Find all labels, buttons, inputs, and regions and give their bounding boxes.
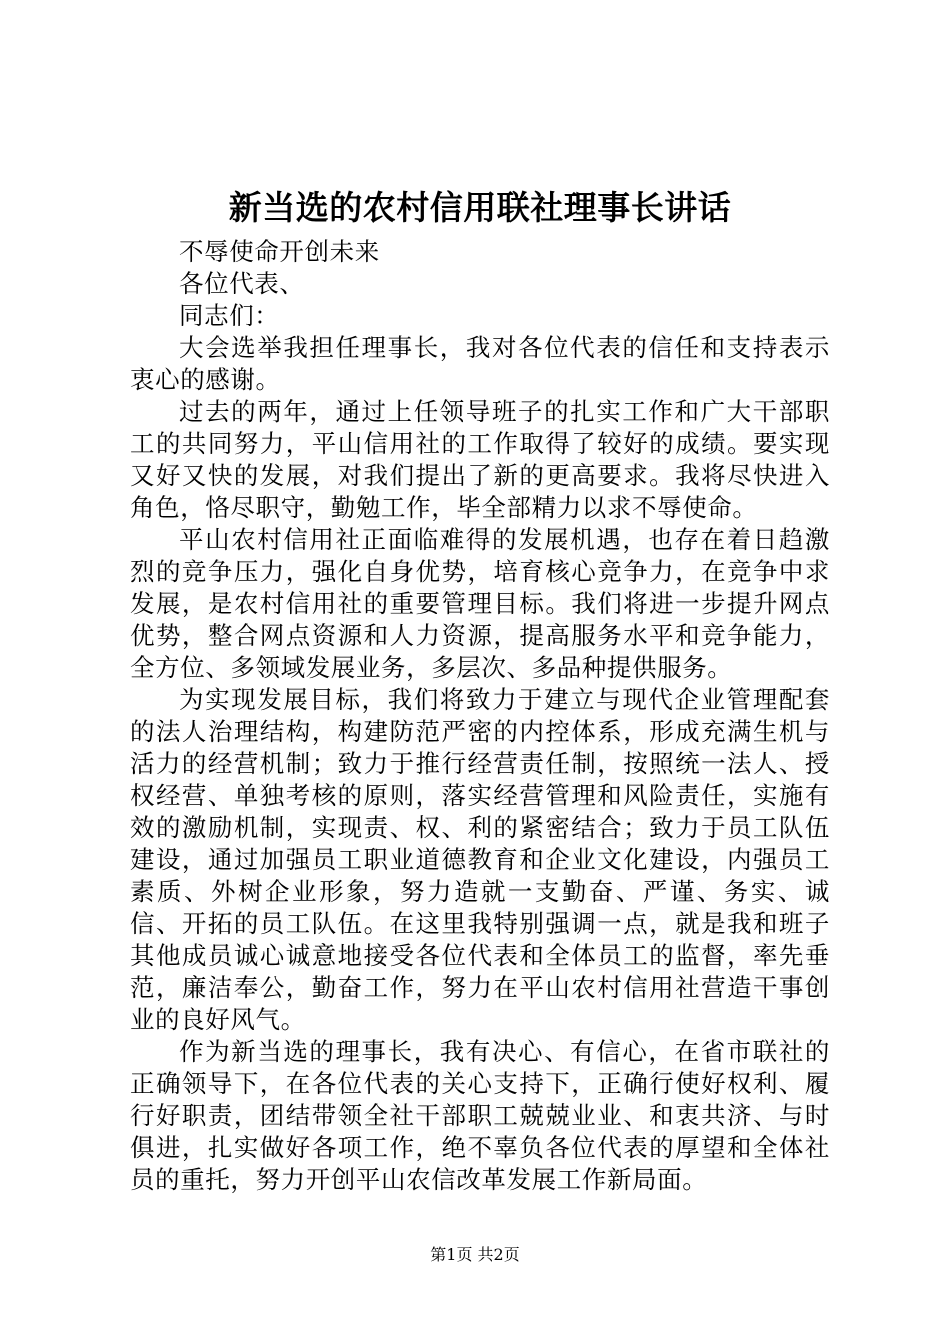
paragraph-salutation-1: 各位代表、 — [179, 269, 305, 298]
paragraph-thanks: 大会选举我担任理事长，我对各位代表的信任和支持表示衷心的感谢。 — [130, 333, 830, 394]
paragraph-past-work: 过去的两年，通过上任领导班子的扎实工作和广大干部职工的共同努力，平山信用社的工作取得了较好的成绩。要实现又好又快的发展，对我们提出了新的更高要求。我将尽快进入角色，恪尽职守，勤勉工作，毕全部精力以求不辱使命。 — [130, 397, 830, 522]
paragraph-subtitle: 不辱使命开创未来 — [179, 237, 380, 266]
document-page — [130, 186, 830, 1196]
document-title: 新当选的农村信用联社理事长讲话 — [228, 188, 732, 227]
page-number-footer: 第1页 共2页 — [430, 1245, 520, 1264]
paragraph-commitment: 作为新当选的理事长，我有决心、有信心，在省市联社的正确领导下，在各位代表的关心支持下，正确行使好权利、履行好职责，团结带领全社干部职工兢兢业业、和衷共济、与时俱进，扎实做好各项工作，绝不辜负各位代表的厚望和全体社员的重托，努力开创平山农信改革发展工作新局面。 — [130, 1037, 830, 1194]
paragraph-salutation-2: 同志们： — [179, 301, 280, 330]
paragraph-opportunity: 平山农村信用社正面临难得的发展机遇，也存在着日趋激烈的竞争压力，强化自身优势，培育核心竞争力，在竞争中求发展，是农村信用社的重要管理目标。我们将进一步提升网点优势，整合网点资源和人力资源，提高服务水平和竞争能力，全方位、多领域发展业务，多层次、多品种提供服务。 — [130, 525, 830, 682]
paragraph-goals: 为实现发展目标，我们将致力于建立与现代企业管理配套的法人治理结构，构建防范严密的内控体系，形成充满生机与活力的经营机制；致力于推行经营责任制，按照统一法人、授权经营、单独考核的原则，落实经营管理和风险责任，实施有效的激励机制，实现责、权、利的紧密结合；致力于员工队伍建设，通过加强员工职业道德教育和企业文化建设，内强员工素质、外树企业形象，努力造就一支勤奋、严谨、务实、诚信、开拓的员工队伍。在这里我特别强调一点，就是我和班子其他成员诚心诚意地接受各位代表和全体员工的监督，率先垂范，廉洁奉公，勤奋工作，努力在平山农村信用社营造干事创业的良好风气。 — [130, 685, 830, 1034]
